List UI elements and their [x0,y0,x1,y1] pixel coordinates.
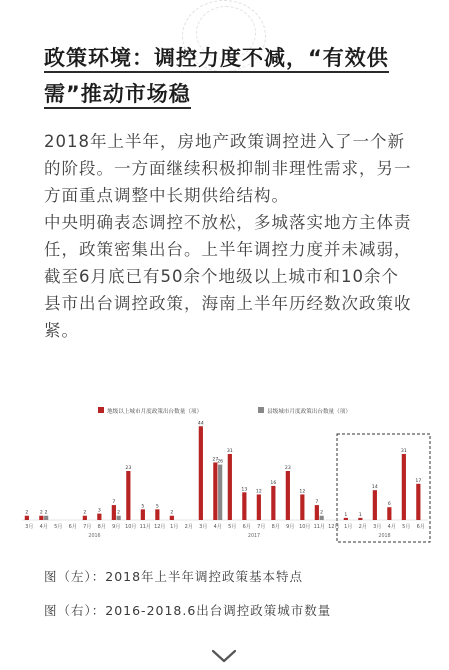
data-label-s1-15: 13 [241,487,248,493]
data-label-s1-5: 3 [97,508,101,514]
bar-series1-20 [315,505,319,520]
bar-series1-27 [416,484,420,520]
bar-series1-9 [155,509,159,520]
tick-label-14: 5月 [228,524,237,530]
chevron-down-icon[interactable] [211,648,237,664]
bar-series1-15 [242,492,246,520]
paragraph-2: 中央明确表态调控不放松，多城落实地方主体责任，政策密集出台。上半年调控力度并未减弱，截至6月底已有50余个地级以上城市和10余个县市出台调控政策，海南上半年历经数次政策收紧。 [44,213,412,340]
data-label-s1-16: 12 [255,489,262,495]
paragraph-1: 2018年上半年，房地产政策调控进入了一个新的阶段。一方面继续积极抑制非理性需求，另一方面重点调整中长期供给结构。 [44,132,412,205]
tick-label-8: 11月 [139,524,151,530]
data-label-s1-22: 1 [344,512,348,518]
bar-series1-23 [358,518,362,520]
data-label-s1-23: 1 [358,512,362,518]
data-label-s1-10: 2 [170,510,174,516]
bar-series1-19 [300,494,304,520]
data-label-s1-25: 6 [387,502,391,508]
bar-series1-25 [387,507,391,520]
tick-label-9: 12月 [154,524,166,530]
bar-series2-6 [117,516,121,520]
tick-label-4: 7月 [83,524,92,530]
title-line-2: 需”推动市场稳 [44,82,191,109]
article-body [44,128,416,344]
tick-label-7: 10月 [125,524,137,530]
bar-series1-22 [344,518,348,520]
tick-label-23: 2月 [358,524,367,530]
data-label-s1-24: 14 [371,485,378,491]
bar-series1-8 [141,509,145,520]
year-label-2018: 2018 [378,534,391,539]
data-label-s2-13: 26 [217,459,224,465]
tick-label-3: 6月 [68,524,77,530]
caption-right: 图（右）：2016-2018.6出台调控政策城市数量 [44,603,332,618]
bar-series1-26 [402,454,406,520]
data-label-s1-18: 23 [284,466,291,471]
chart-svg [18,398,436,550]
bar-series1-10 [170,516,174,520]
bar-series1-0 [25,516,29,520]
tick-label-2: 5月 [54,524,63,530]
data-label-s1-17: 16 [270,480,277,486]
data-label-s1-20: 7 [315,500,319,506]
legend-label-2: 县级城市月度政策出台数量（项） [267,409,351,415]
tick-label-18: 9月 [286,524,295,530]
year-label-2017: 2017 [247,534,261,539]
data-label-s1-0: 2 [25,510,29,516]
data-label-s1-1: 2 [39,510,43,516]
data-label-s2-6: 2 [117,510,121,516]
legend-swatch-1 [98,407,104,413]
data-label-s1-14: 31 [226,448,233,454]
tick-label-13: 4月 [213,524,222,530]
bar-series1-17 [271,486,275,520]
tick-label-27: 6月 [416,524,425,530]
data-label-s2-20: 2 [320,510,324,516]
bar-series1-4 [83,516,87,520]
tick-label-0: 3月 [25,524,34,530]
bar-series2-20 [320,516,324,520]
policy-bar-chart [18,398,436,550]
tick-label-11: 2月 [184,524,193,530]
data-label-s1-19: 12 [299,489,306,495]
caption-left: 图（左）：2018年上半年调控政策基本特点 [44,569,304,584]
data-label-s1-12: 44 [197,421,204,427]
bar-series1-7 [126,471,130,520]
article-title [44,40,414,112]
bar-series2-1 [44,516,48,520]
bar-series2-13 [218,465,222,520]
data-label-s1-27: 17 [415,478,422,484]
bar-series1-12 [199,426,203,520]
tick-label-17: 8月 [271,524,280,530]
tick-label-22: 1月 [344,524,353,530]
tick-label-26: 5月 [402,524,411,530]
tick-label-15: 6月 [242,524,251,530]
legend-swatch-2 [258,407,264,413]
tick-label-10: 1月 [170,524,179,530]
tick-label-6: 9月 [112,524,121,530]
year-label-2016: 2016 [88,534,101,539]
tick-label-25: 4月 [387,524,396,530]
data-label-s1-26: 31 [400,448,407,454]
tick-label-20: 11月 [313,524,325,530]
bar-series1-18 [286,471,290,520]
data-label-s1-7: 23 [125,466,132,471]
title-line-1: 政策环境：调控力度不减，“有效供 [44,46,389,73]
tick-label-16: 7月 [257,524,266,530]
tick-label-21: 12月 [328,524,340,530]
bar-series1-24 [373,490,377,520]
data-label-s1-13: 27 [212,457,219,463]
tick-label-5: 8月 [97,524,106,530]
data-label-s1-4: 2 [83,510,87,516]
tick-label-19: 10月 [299,524,311,530]
tick-label-12: 3月 [199,524,208,530]
data-label-s1-6: 7 [112,500,116,506]
legend-label-1: 地级以上城市月度政策出台数量（项） [107,409,203,415]
bar-series1-16 [257,494,261,520]
bar-series1-5 [97,514,101,520]
tick-label-1: 4月 [39,524,48,530]
bar-series1-13 [213,462,217,520]
data-label-s1-9: 5 [155,504,159,510]
tick-label-24: 3月 [373,524,382,530]
bar-series1-14 [228,454,232,520]
data-label-s2-1: 2 [44,510,48,516]
bar-series1-6 [112,505,116,520]
bar-series1-1 [39,516,43,520]
data-label-s1-8: 5 [141,504,145,510]
